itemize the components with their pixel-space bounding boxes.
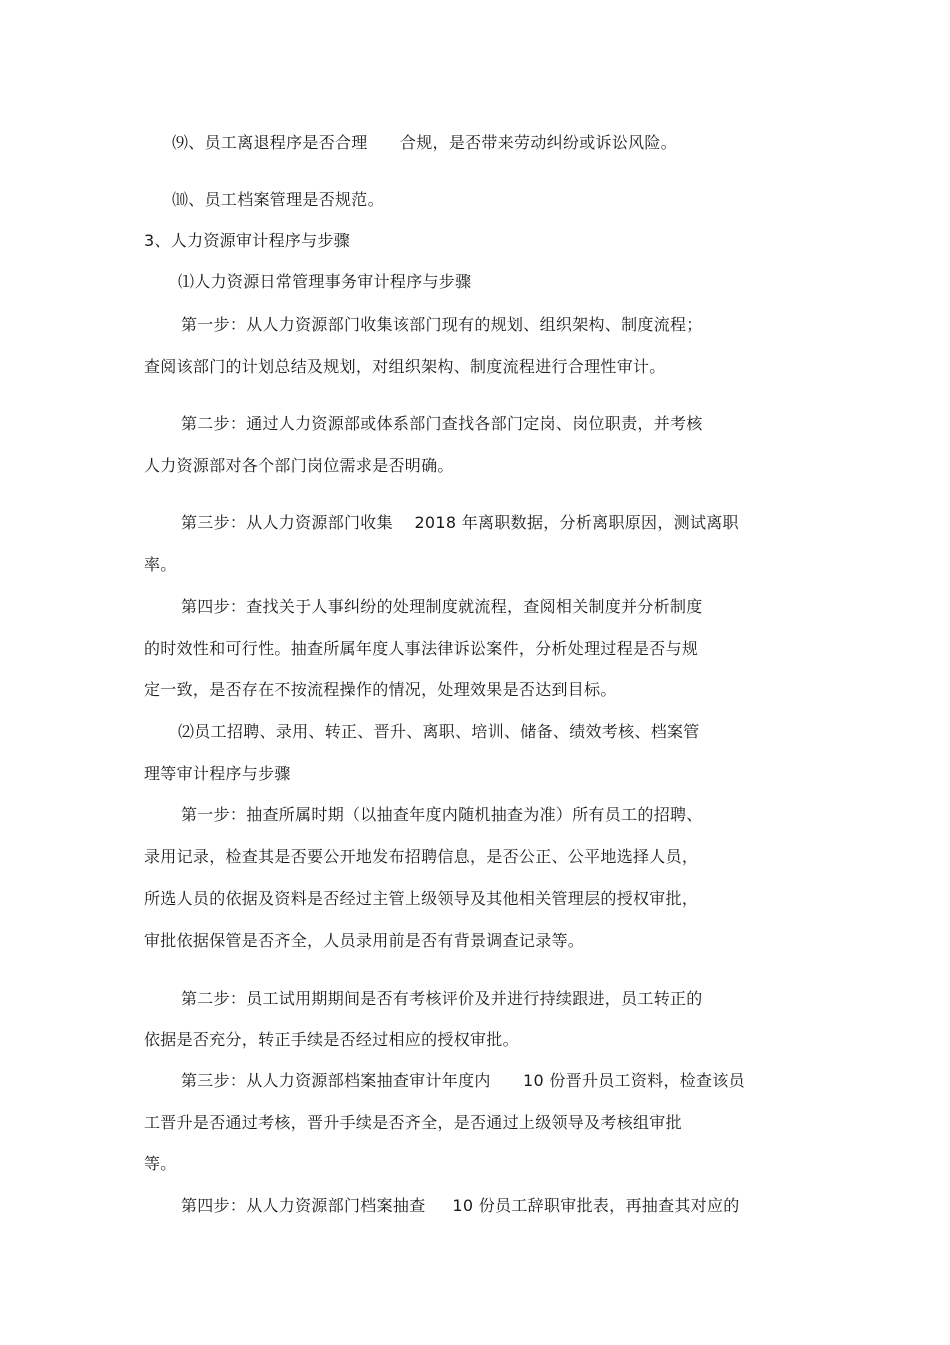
text-line: 第二步：员工试用期期间是否有考核评价及并进行持续跟进，员工转正的 xyxy=(181,989,703,1008)
text-line: ⑽、员工档案管理是否规范。 xyxy=(172,190,384,209)
text-line: 第三步：从人力资源部门收集 2018 年离职数据，分析离职原因，测试离职 xyxy=(181,513,739,532)
text-line: 第四步：查找关于人事纠纷的处理制度就流程，查阅相关制度并分析制度 xyxy=(181,597,703,616)
text-line: 第四步：从人力资源部门档案抽查 10 份员工辞职审批表，再抽查其对应的 xyxy=(181,1196,740,1215)
text-line: 理等审计程序与步骤 xyxy=(144,764,291,783)
text-line: 等。 xyxy=(144,1154,177,1173)
text-line: ⑼、员工离退程序是否合理 合规，是否带来劳动纠纷或诉讼风险。 xyxy=(172,133,678,152)
text-line: 定一致，是否存在不按流程操作的情况，处理效果是否达到目标。 xyxy=(144,680,617,699)
subsection-heading: ⑵员工招聘、录用、转正、晋升、离职、培训、储备、绩效考核、档案管 xyxy=(178,722,700,741)
text-line: 率。 xyxy=(144,555,177,574)
text-line: 人力资源部对各个部门岗位需求是否明确。 xyxy=(144,456,454,475)
text-line: 的时效性和可行性。抽查所属年度人事法律诉讼案件，分析处理过程是否与规 xyxy=(144,639,699,658)
text-line: 录用记录，检查其是否要公开地发布招聘信息，是否公正、公平地选择人员， xyxy=(144,847,699,866)
subsection-heading: ⑴人力资源日常管理事务审计程序与步骤 xyxy=(178,272,472,291)
text-line: 工晋升是否通过考核，晋升手续是否齐全，是否通过上级领导及考核组审批 xyxy=(144,1113,682,1132)
section-heading: 3、人力资源审计程序与步骤 xyxy=(144,231,351,250)
text-line: 依据是否充分，转正手续是否经过相应的授权审批。 xyxy=(144,1030,519,1049)
text-line: 第二步：通过人力资源部或体系部门查找各部门定岗、岗位职责，并考核 xyxy=(181,414,703,433)
text-line: 第一步：抽查所属时期（以抽查年度内随机抽查为准）所有员工的招聘、 xyxy=(181,805,703,824)
text-line: 第三步：从人力资源部档案抽查审计年度内 10 份晋升员工资料，检查该员 xyxy=(181,1071,745,1090)
text-line: 所选人员的依据及资料是否经过主管上级领导及其他相关管理层的授权审批， xyxy=(144,889,699,908)
text-line: 第一步：从人力资源部门收集该部门现有的规划、组织架构、制度流程； xyxy=(181,315,703,334)
text-line: 查阅该部门的计划总结及规划，对组织架构、制度流程进行合理性审计。 xyxy=(144,357,666,376)
text-line: 审批依据保管是否齐全，人员录用前是否有背景调查记录等。 xyxy=(144,931,585,950)
